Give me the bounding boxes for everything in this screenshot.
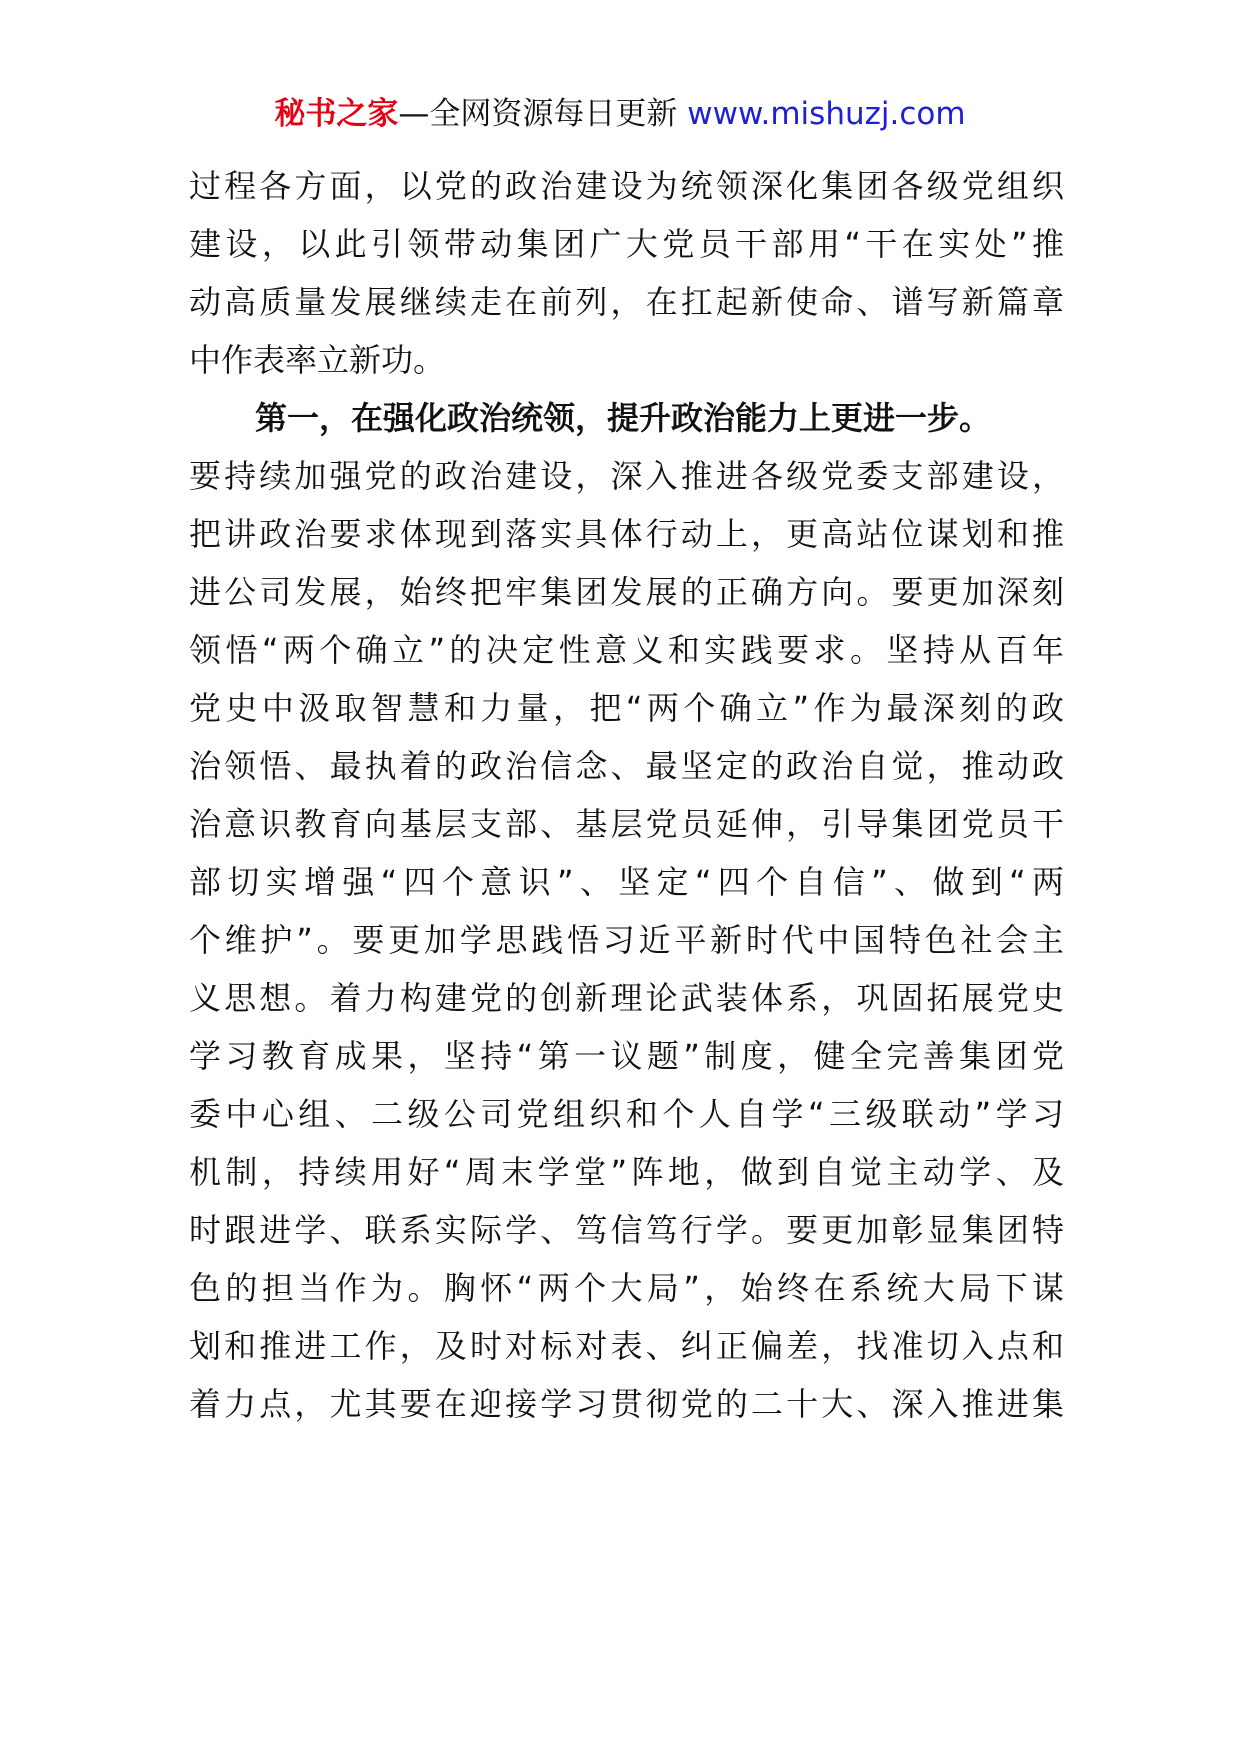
text-line: 过程各方面，以党的政治建设为统领深化集团各级党组织 (189, 167, 1064, 205)
site-tagline: —全网资源每日更新 (398, 96, 678, 132)
site-header (0, 94, 1240, 134)
text-line: 部切实增强“四个意识”、坚定“四个自信”、做到“两 (189, 863, 1064, 901)
text-line: 党史中汲取智慧和力量，把“两个确立”作为最深刻的政 (189, 689, 1064, 727)
text-line: 把讲政治要求体现到落实具体行动上，更高站位谋划和推 (189, 515, 1064, 553)
text-line: 治意识教育向基层支部、基层党员延伸，引导集团党员干 (189, 805, 1064, 843)
text-line: 学习教育成果，坚持“第一议题”制度，健全完善集团党 (189, 1037, 1064, 1075)
text-line: 划和推进工作，及时对标对表、纠正偏差，找准切入点和 (189, 1327, 1064, 1365)
text-line: 委中心组、二级公司党组织和个人自学“三级联动”学习 (189, 1095, 1064, 1133)
text-line: 时跟进学、联系实际学、笃信笃行学。要更加彰显集团特 (189, 1211, 1064, 1249)
site-brand: 秘书之家 (274, 96, 399, 132)
section-heading: 第一，在强化政治统领，提升政治能力上更进一步。 (255, 399, 992, 437)
text-line: 治领悟、最执着的政治信念、最坚定的政治自觉，推动政 (189, 747, 1064, 785)
text-line: 着力点，尤其要在迎接学习贯彻党的二十大、深入推进集 (189, 1385, 1064, 1423)
text-line: 进公司发展，始终把牢集团发展的正确方向。要更加深刻 (189, 573, 1064, 611)
text-line: 机制，持续用好“周末学堂”阵地，做到自觉主动学、及 (189, 1153, 1064, 1191)
text-line: 中作表率立新功。 (189, 341, 446, 379)
text-line: 动高质量发展继续走在前列，在扛起新使命、谱写新篇章 (189, 283, 1064, 321)
text-line: 建设，以此引领带动集团广大党员干部用“干在实处”推 (189, 225, 1064, 263)
text-line: 要持续加强党的政治建设，深入推进各级党委支部建设， (189, 457, 1064, 495)
text-line: 领悟“两个确立”的决定性意义和实践要求。坚持从百年 (189, 631, 1064, 669)
site-url-link[interactable]: www.mishuzj.com (687, 96, 966, 132)
text-line: 义思想。着力构建党的创新理论武装体系，巩固拓展党史 (189, 979, 1064, 1017)
text-line: 个维护”。要更加学思践悟习近平新时代中国特色社会主 (189, 921, 1064, 959)
text-line: 色的担当作为。胸怀“两个大局”，始终在系统大局下谋 (189, 1269, 1064, 1307)
